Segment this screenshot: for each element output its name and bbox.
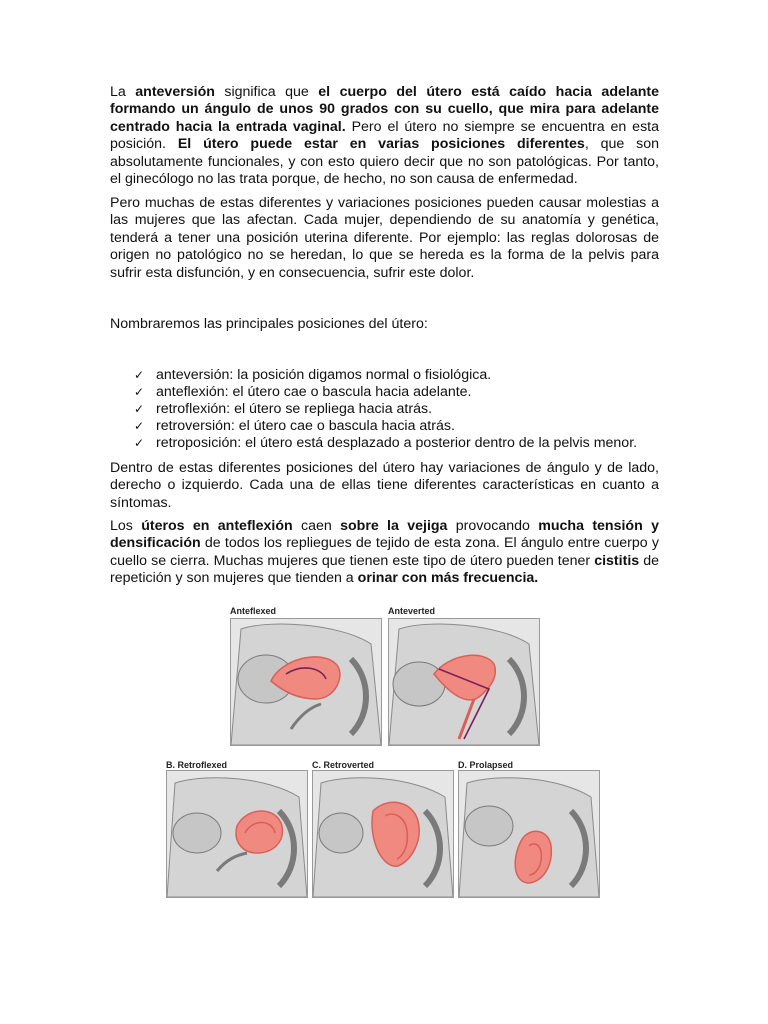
list-item-text: anteversión: la posición digamos normal o fisiológica. [156,367,492,383]
check-icon: ✓ [134,385,145,399]
text-span: significa que [214,84,319,100]
retroverted-illustration [313,771,453,897]
panel-retroflexed [166,770,308,898]
paragraph-anteversion [110,84,659,188]
prolapsed-illustration [459,771,599,897]
list-item [134,401,637,418]
bold-term-anteversion: anteversión [135,84,215,100]
text-span: Los [110,518,142,534]
anteverted-illustration [389,619,539,745]
check-icon: ✓ [134,419,145,433]
bold-term: sobre la vejiga [340,518,448,534]
bold-term: mucha tensión y densificación [110,518,659,552]
paragraph-variations: Pero muchas de estas diferentes y variaciones posiciones pueden causar molestias a las mujeres que las afectan. Cada mujer, dependiendo de su anatomía y genética, tenderá a tener una posición uterina diferente. Por ejemplo: las reglas dolorosas de origen no patológico no se heredan, lo que se hereda es la forma de la pelvis para sufrir esta disfunción, y en consecuencia, sufrir este dolor. [110,195,659,281]
bold-term: orinar con más frecuencia. [357,570,539,587]
label-retroverted: C. Retroverted [312,760,375,770]
positions-list [134,367,637,452]
panel-retroverted [312,770,454,898]
text-span: de repetición y son mujeres que tienden a [110,552,659,587]
list-item [134,367,637,384]
paragraph-angles: Dentro de estas diferentes posiciones del útero hay variaciones de ángulo y de lado, derecho o izquierdo. Cada una de ellas tiene diferentes características en cuanto a síntomas. [110,460,659,511]
text-span: , que son absolutamente funcionales, y con esto quiero decir que no son patológicas. Por tanto, el ginecólogo no las trata porque, de hecho, no son causa de enfermedad. [110,136,660,188]
list-item-text: retroflexión: el útero se repliega hacia atrás. [156,401,433,417]
check-icon: ✓ [134,436,145,450]
retroflexed-illustration [167,771,307,897]
panel-anteflexed [230,618,382,746]
text-span: Pero el útero no siempre se encuentra en esta posición. [110,118,660,153]
text-span: provocando [447,518,539,534]
check-icon: ✓ [134,402,145,416]
bold-term: cistitis [594,552,640,569]
paragraph-intro-list: Nombraremos las principales posiciones del útero: [110,316,428,332]
list-item [134,418,637,435]
bold-definition: el cuerpo del útero está caído hacia adelante formando un ángulo de unos 90 grados con su cuello, que mira para adelante centrado hacia la entrada vaginal. [110,84,659,135]
text-span: caen [292,518,341,534]
list-item-text: retroversión: el útero cae o bascula hacia atrás. [156,418,455,434]
panel-prolapsed [458,770,600,898]
text-span: de todos los repliegues de tejido de esta zona. El ángulo entre cuerpo y cuello se cierra. Muchas mujeres que tienen este tipo de útero pueden tener [110,535,659,569]
label-prolapsed: D. Prolapsed [458,760,514,770]
panel-anteverted [388,618,540,746]
text-span: La [110,84,136,100]
label-retroflexed: B. Retroflexed [166,760,228,770]
list-item-text: retroposición: el útero está desplazado a posterior dentro de la pelvis menor. [156,435,638,451]
list-item [134,384,637,401]
label-anteflexed: Anteflexed [230,606,277,616]
paragraph-anteflexion [110,518,659,588]
check-icon: ✓ [134,368,145,382]
bold-term: úteros en anteflexión [141,518,293,534]
list-item [134,435,637,452]
list-item-text: anteflexión: el útero cae o bascula hacia adelante. [156,384,472,400]
anteflexed-illustration [231,619,381,745]
label-anteverted: Anteverted [388,606,436,616]
bold-statement: El útero puede estar en varias posiciones diferentes [177,136,585,153]
